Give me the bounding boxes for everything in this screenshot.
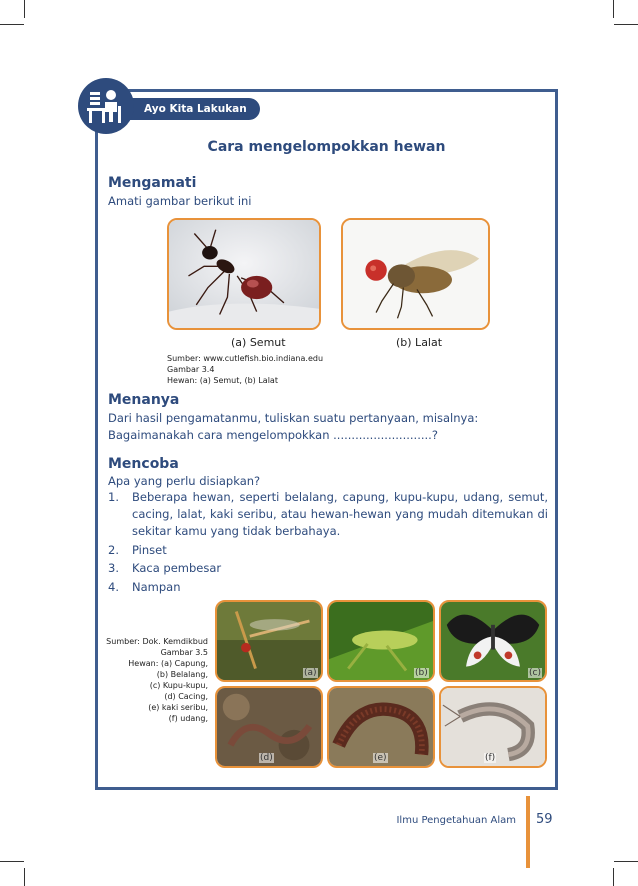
crop-mark xyxy=(0,24,24,25)
grid-label-c: (c) xyxy=(529,668,541,678)
grid-label-a: (a) xyxy=(304,668,317,678)
heading-mengamati: Mengamati xyxy=(108,175,197,191)
activity-badge: Ayo Kita Lakukan xyxy=(120,98,260,120)
photo-ant xyxy=(167,218,321,330)
list-item: 1. Beberapa hewan, seperti belalang, capung, kupu-kupu, udang, semut, cacing, lalat, kaki seribu, atau hewan-hewan yang mudah ditemukan di sekitar kamu yang tidak berbahaya. xyxy=(108,490,548,538)
heading-mencoba: Mencoba xyxy=(108,456,179,472)
crop-mark xyxy=(614,24,638,25)
menanya-line2: Bagaimanakah cara mengelompokkan ...........................? xyxy=(108,428,438,442)
student-at-desk-icon xyxy=(78,78,134,134)
grid-label-f: (f) xyxy=(485,753,496,763)
materials-list xyxy=(108,489,548,597)
mencoba-intro: Apa yang perlu disiapkan? xyxy=(108,474,261,488)
crop-mark xyxy=(0,861,24,862)
mengamati-text: Amati gambar berikut ini xyxy=(108,194,252,208)
figure-3-4-source: Sumber: www.cutlefish.bio.indiana.edu xyxy=(167,354,324,363)
page-title: Cara mengelompokkan hewan xyxy=(207,139,446,155)
heading-menanya: Menanya xyxy=(108,392,180,408)
caption-lalat: (b) Lalat xyxy=(396,336,443,349)
figure-3-4-number: Gambar 3.4 xyxy=(167,365,215,374)
caption-semut: (a) Semut xyxy=(231,336,286,349)
list-item: 2. Pinset xyxy=(108,542,167,557)
crop-mark xyxy=(24,0,25,18)
grid-label-b: (b) xyxy=(415,668,428,678)
page-number: 59 xyxy=(536,812,553,827)
crop-mark xyxy=(613,868,614,886)
crop-mark xyxy=(613,0,614,18)
crop-mark xyxy=(24,868,25,886)
grid-label-d: (d) xyxy=(260,753,273,763)
crop-mark xyxy=(614,861,638,862)
figure-3-4-animals: Hewan: (a) Semut, (b) Lalat xyxy=(167,376,278,385)
menanya-line1: Dari hasil pengamatanmu, tuliskan suatu pertanyaan, misalnya: xyxy=(108,411,479,425)
grid-label-e: (e) xyxy=(374,753,387,763)
footer-divider xyxy=(526,796,530,868)
photo-fly xyxy=(341,218,490,330)
figure-3-5-caption: Sumber: Dok. Kemdikbud Gambar 3.5 Hewan: (a) Capung, (b) Belalang, (c) Kupu-kupu, (d) Cacing, (e) kaki seribu, (f) udang, xyxy=(106,637,208,723)
list-item: 4. Nampan xyxy=(108,579,181,594)
list-item: 3. Kaca pembesar xyxy=(108,561,222,575)
book-title: Ilmu Pengetahuan Alam xyxy=(396,815,516,826)
